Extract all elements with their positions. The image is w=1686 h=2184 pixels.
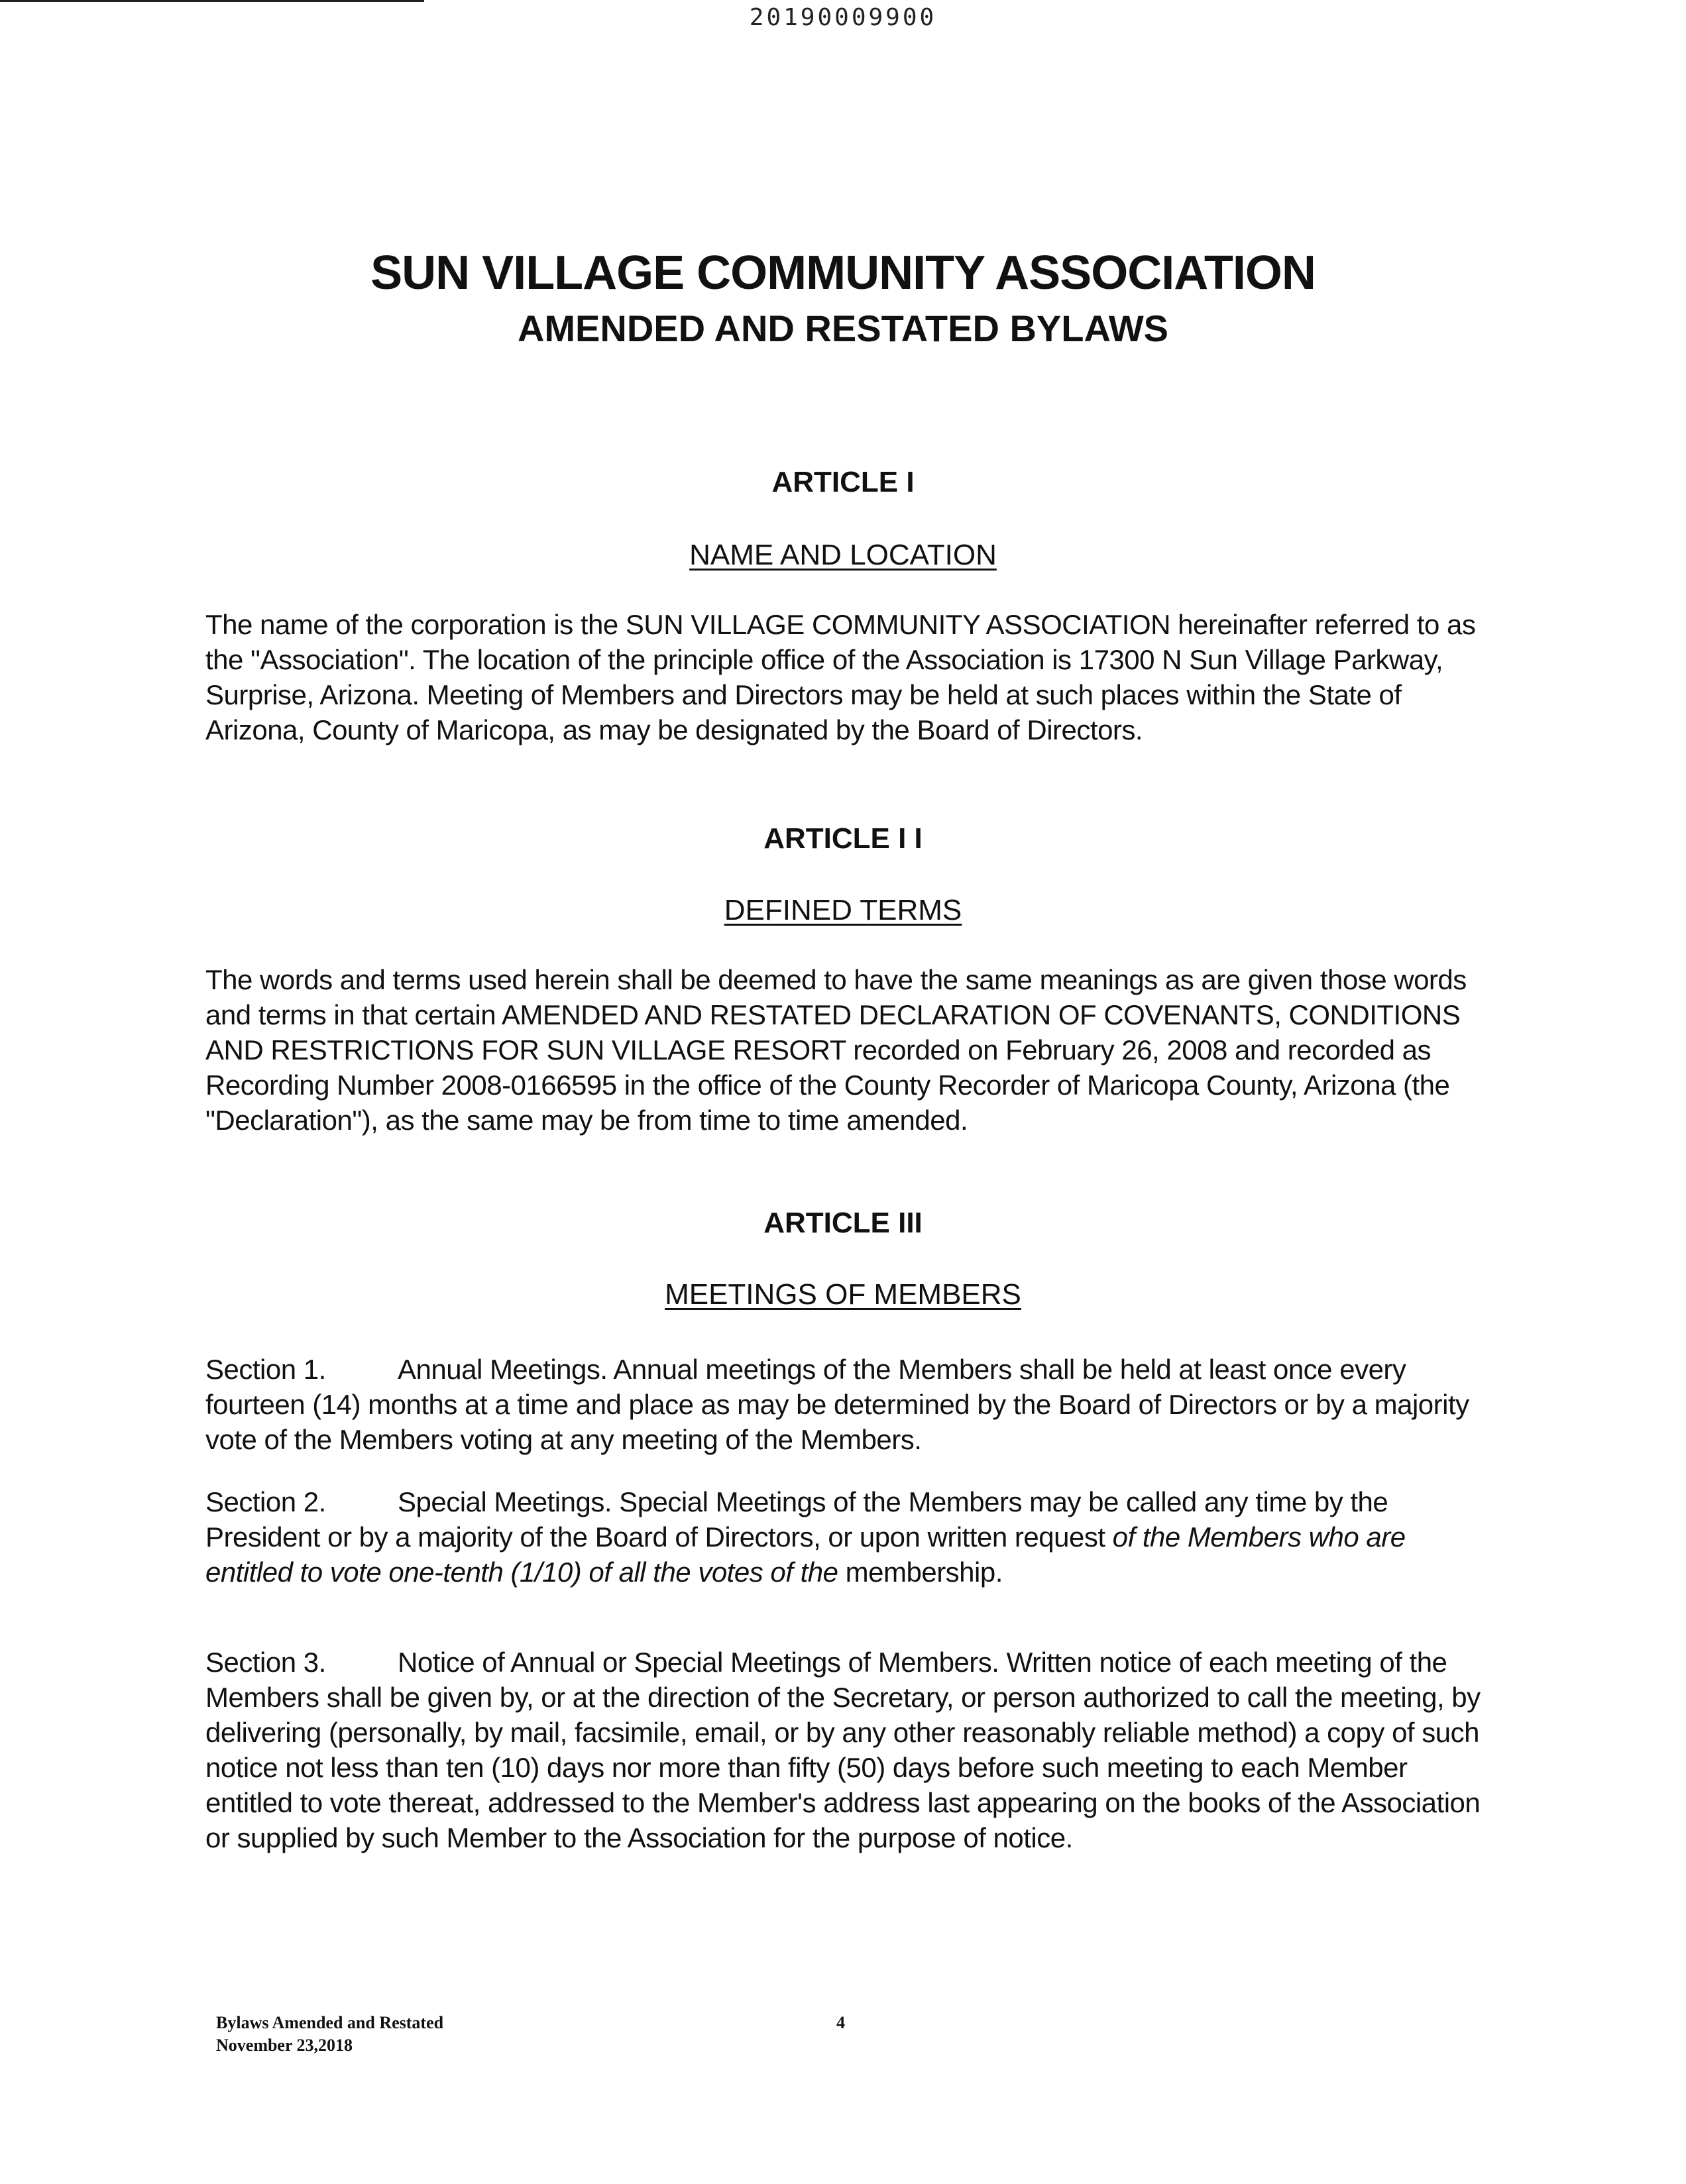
article-2-paragraph: The words and terms used herein shall be deemed to have the same meanings as are given those words and terms in that certain AMENDED AND RESTATED DECLARATION OF COVENANTS, CONDITIONS AND RESTRICTIONS FOR SUN VILLAGE RESORT recorded on February 26, 2008 and recorded as Recording Number 2008-0166595 in the office of the County Recorder of Maricopa County, Arizona (the "Declaration"), as the same may be from time to time amended. [205, 964, 1467, 1136]
page-number: 4 [836, 2013, 845, 2032]
section-2-text-end: membership. [845, 1556, 1003, 1588]
footer-line-1: Bylaws Amended and Restated [216, 2013, 444, 2032]
section-3-paragraph [205, 1645, 1485, 1855]
article-3-title [0, 1276, 1686, 1313]
article-1-heading: ARTICLE I [771, 466, 915, 498]
article-1-title [0, 537, 1686, 574]
section-2-paragraph [205, 1484, 1485, 1590]
section-2-text-italic: of the Members who are entitled to vote one-tenth (1/10) of all the votes of the [205, 1521, 1406, 1588]
footer-line-2: November 23,2018 [216, 2036, 353, 2055]
section-1-label: Section 1. [205, 1354, 326, 1385]
document-subtitle: AMENDED AND RESTATED BYLAWS [517, 307, 1169, 349]
footer-document-info [216, 2012, 443, 2057]
section-3-label: Section 3. [205, 1647, 326, 1678]
section-3-text: Notice of Annual or Special Meetings of Members. Written notice of each meeting of the Members shall be given by, or at the direction of the Secretary, or person authorized to call the meeting, by delivering (personally, by mail, facsimile, email, or by any other reasonably reliable method) a copy of such notice not less than ten (10) days nor more than fifty (50) days before such meeting to each Member entitled to vote thereat, addressed to the Member's address last appearing on the books of the Association or supplied by such Member to the Association for the purpose of notice. [205, 1647, 1481, 1853]
article-1-paragraph: The name of the corporation is the SUN VILLAGE COMMUNITY ASSOCIATION hereinafter referred to as the "Association". The location of the principle office of the Association is 17300 N Sun Village Parkway, Surprise, Arizona. Meeting of Members and Directors may be held at such places within the State of Arizona, County of Maricopa, as may be designated by the Board of Directors. [205, 609, 1476, 745]
recording-number: 20190009900 [749, 4, 937, 31]
section-1-paragraph [205, 1352, 1485, 1457]
section-1-text: Annual Meetings. Annual meetings of the Members shall be held at least once every fourteen (14) months at a time and place as may be determined by the Board of Directors or by a majority vote of the Members voting at any meeting of the Members. [205, 1354, 1469, 1455]
article-2-title [0, 892, 1686, 929]
article-2-heading: ARTICLE I I [763, 822, 923, 855]
section-2-label: Section 2. [205, 1486, 326, 1517]
scan-top-rule [0, 0, 424, 2]
article-1-title-text: NAME AND LOCATION [689, 539, 997, 571]
section-2-text: Special Meetings. Special Meetings of the Members may be called any time by the President or by a majority of the Board of Directors, or upon written request [205, 1486, 1388, 1553]
article-3-heading: ARTICLE III [763, 1207, 923, 1239]
article-2-title-text: DEFINED TERMS [724, 894, 962, 926]
document-title: SUN VILLAGE COMMUNITY ASSOCIATION [370, 246, 1316, 300]
article-3-title-text: MEETINGS OF MEMBERS [665, 1278, 1021, 1311]
